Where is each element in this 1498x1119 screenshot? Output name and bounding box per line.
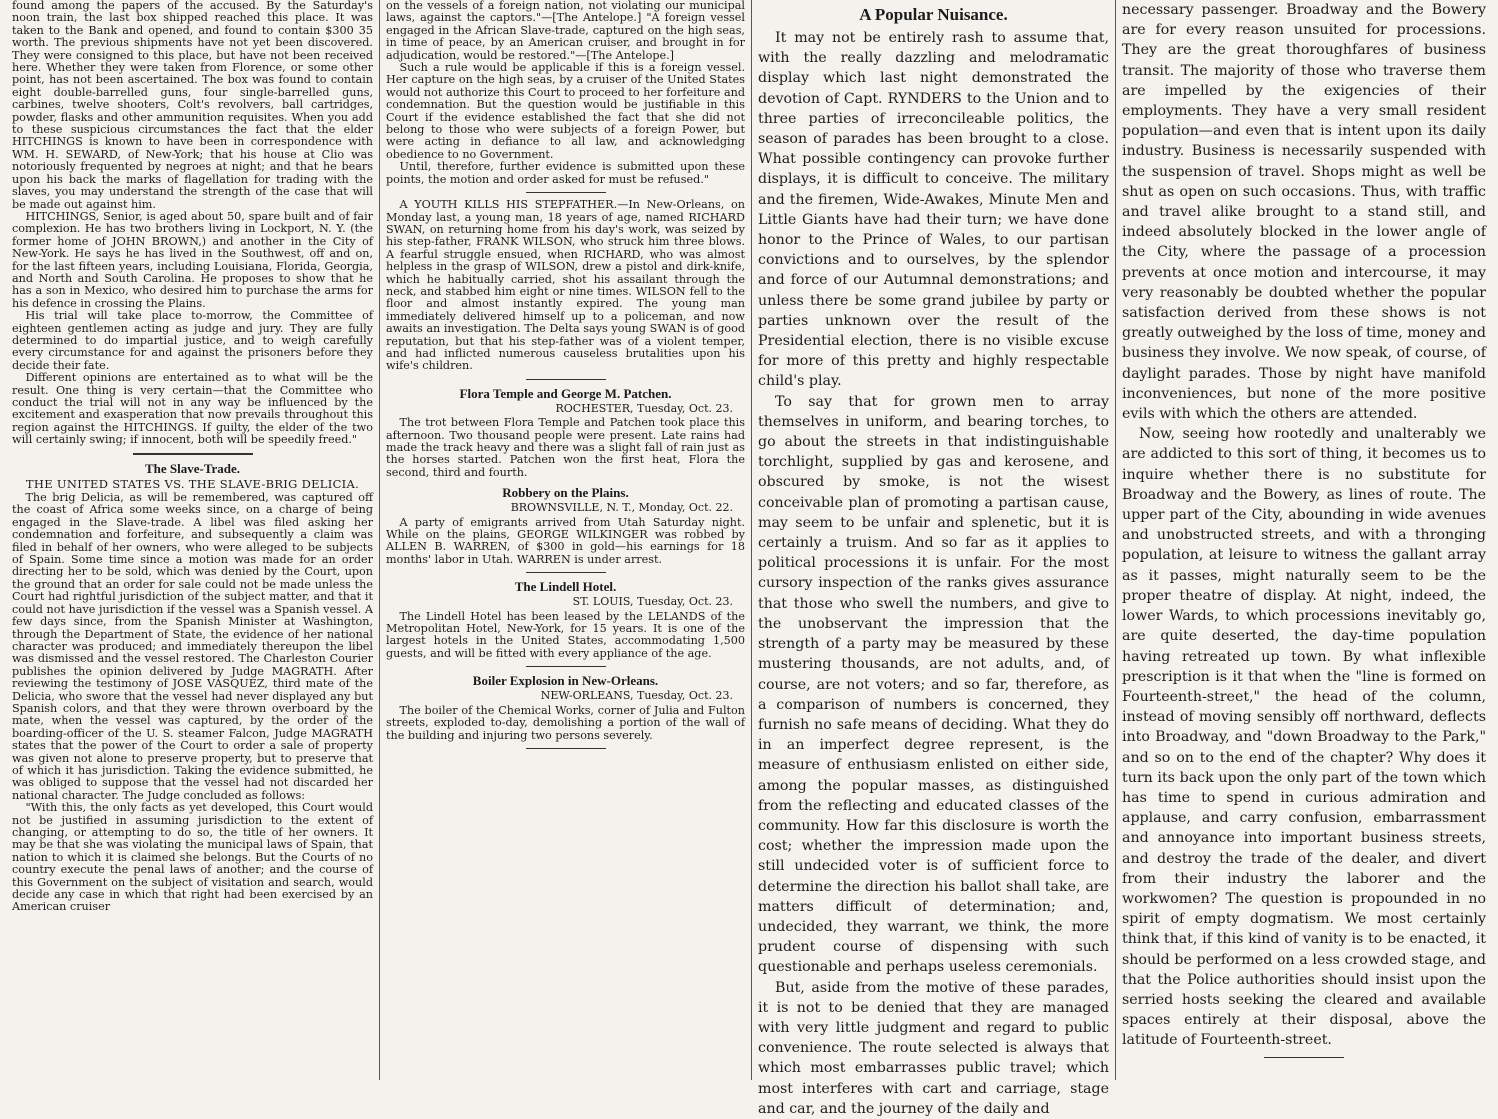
slave-trade-subheadline: THE UNITED STATES VS. THE SLAVE-BRIG DELICIA.	[25, 476, 360, 491]
divider	[526, 666, 606, 667]
nuisance-paragraph-2: To say that for grown men to array themselves in uniform, and bearing torches, to go about the streets in that indistinguishable torchlight, supplied by gas and kerosene, and obscured by smoke, is not the wisest conceivable plan of promoting a partisan cause, may seem to be unfair and splenetic, but it is certainly a truism. And so far as it applies to political processions it is unfair. For the most cursory inspection of the ranks gives assurance that those who swell the numbers, and give to the unobservant the impression that the strength of a party may be measured by these mustering thousands, are not adults, and, of course, are not voters; and so far, therefore, as a comparison of numbers is concerned, they furnish no safe means of deciding. What they do in an imperfect degree represent, is the measure of enthusiasm enlisted on either side, among the popular masses, as distinguished from the reflecting and educated classes of the community. How far this disclosure is worth the cost; whether the impression made upon the still undecided voter is of sufficient force to determine the direction his ballot shall take, are matters difficult of determination; and, undecided, they warrant, we think, the more prudent course of dispensing with such questionable and perhaps useless ceremonials.	[758, 393, 1109, 976]
hitchings-paragraph-2: HITCHINGS, Senior, is aged about 50, spare built and of fair complexion. He has two brothers living in Lockport, N. Y. (the former home of JOHN BROWN,) and another in the City of New-York. He says he has lived in the Southwest, off and on, for the last fifteen years, including Louisiana, Florida, Georgia, and North and South Carolina. He proposes to show that he has a son in Mexico, who desired him to purchase the arms for his defence in crossing the Plains.	[12, 209, 373, 310]
divider	[526, 379, 606, 380]
popular-nuisance-headline: A Popular Nuisance.	[859, 5, 1008, 24]
divider	[1264, 1057, 1344, 1058]
hitchings-paragraph-1: found among the papers of the accused. By the Saturday's noon train, the last box shipped reached this place. It was taken to the Bank and opened, and found to contain $300 35 worth. The previous shipments have not yet been discovered. They were consigned to this place, but have not been received here. Whether they were taken from Florence, or some other point, has not been ascertained. The box was found to contain eight double-barrelled guns, four single-barrelled guns, carbines, twelve shooters, Colt's revolvers, ball cartridges, powder, flasks and other ammunition requisites. When you add to these suspicious circumstances the fact that the elder HITCHINGS is known to have been in correspondence with WM. H. SEWARD, of New-York; that his house at Clio was notoriously frequented by negroes at night; and that he bears upon his back the marks of flagellation for trading with the slaves, you may understand the strength of the case that will be made out against him.	[12, 0, 373, 211]
lindell-hotel-paragraph: The Lindell Hotel has been leased by the LELANDS of the Metropolitan Hotel, New-York, for 15 years. It is one of the largest hotels in the United States, accommodating 1,500 guests, and will be fitted with every appliance of the age.	[386, 609, 745, 660]
boiler-explosion-headline: Boiler Explosion in New-Orleans.	[472, 673, 659, 689]
slave-trade-paragraph-1: The brig Delicia, as will be remembered, was captured off the coast of Africa some weeks since, on a charge of being engaged in the Slave-trade. A libel was filed asking her condemnation and forfeiture, and subsequently a claim was filed in behalf of her owners, who were alleged to be subjects of Spain. Some time since a motion was made for an order directing her to be sold, which was denied by the Court, upon the ground that an order for sale could not be made unless the Court had rightful jurisdiction of the subject matter, and that it could not have jurisdiction if the vessel was a Spanish vessel. A few days since, from the Spanish Minister at Washington, through the Department of State, the evidence of her national character was produced; and immediately thereupon the libel was dismissed and the vessel restored. The Charleston Courier publishes the opinion delivered by Judge MAGRATH. After reviewing the testimony of JOSE VASQUEZ, third mate of the Delicia, who swore that the vessel had never displayed any but Spanish colors, and that they were thrown overboard by the mate, when the vessel was captured, by the order of the boarding-officer of the U. S. steamer Falcon, Judge MAGRATH states that the power of the Court to order a sale of property was given not alone to preserve property, but to preserve that of which it has jurisdiction. Taking the evidence submitted, he was obliged to suppose that the vessel had not discarded her national character. The Judge concluded as follows:	[12, 491, 373, 802]
nuisance-paragraph-4: necessary passenger. Broadway and the Bowery are for every reason unsuited for processions. They are the great thoroughfares of business transit. The majority of those who traverse them are impelled by the exigencies of their employments. They have a very small resident population—and even that is intent upon its daily industry. Business is necessarily suspended with the suspension of travel. Shops might as well be shut as open on such occasions. Thus, with traffic and travel alike brought to a stand still, and indeed absolutely blocked in the lower angle of the City, where the passage of a procession prevents at once motion and intercourse, it may very reasonably be doubted whether the popular satisfaction derived from these shows is not greatly outweighed by the loss of time, money and business they involve. We now speak, of course, of daylight parades. Those by night have manifold inconveniences, but none of the more positive evils with which the others are attended.	[1122, 2, 1486, 423]
column-3	[752, 0, 1116, 1117]
boiler-explosion-dateline: NEW-ORLEANS, Tuesday, Oct. 23.	[540, 689, 733, 703]
hitchings-paragraph-4: Different opinions are entertained as to what will be the result. One thing is very certain—that the Committee who conduct the trial will not in any way be influenced by the excitement and exasperation that now prevails throughout this region against the HITCHINGS. If guilty, the elder of the two will certainly swing; if innocent, both will be speedily freed."	[12, 371, 373, 447]
divider	[526, 192, 606, 193]
refused-paragraph: Until, therefore, further evidence is submitted upon these points, the motion and order asked for must be refused."	[386, 160, 745, 186]
lindell-hotel-headline: The Lindell Hotel.	[514, 579, 617, 595]
robbery-dateline: BROWNSVILLE, N. T., Monday, Oct. 22.	[510, 501, 733, 515]
slave-trade-paragraph-2: "With this, the only facts as yet developed, this Court would not be justified in assuming jurisdiction to the extent of changing, or attempting to do so, the title of her owners. It may be that she was violating the municipal laws of Spain, that nation to which it is claimed she belongs. But the Courts of no country execute the penal laws of another; and the course of this Government on the subject of visitation and search, would decide any case in which that right had been exercised by an American cruiser	[12, 801, 373, 914]
nuisance-paragraph-1: It may not be entirely rash to assume that, with the really dazzling and melodramatic display which last night demonstrated the devotion of Capt. RYNDERS to the Union and to three parties of irreconcileable politics, the season of parades has been brought to a close. What possible contingency can provoke further displays, it is difficult to conceive. The military and the firemen, Wide-Awakes, Minute Men and Little Giants have had their turn; we have done honor to the Prince of Wales, to our partisan convictions and to ourselves, by the splendor and force of our Autumnal demonstrations; and unless there be some grand jubilee by party or parties unknown over the result of the Presidential election, there is no visible excuse for more of this pretty and highly respectable child's play.	[758, 30, 1109, 390]
nuisance-paragraph-3: But, aside from the motive of these parades, it is not to be denied that they are managed with very little judgment and regard to public convenience. The route selected is always that which most embarrasses public travel; which most interferes with cart and carriage, stage and car, and the journey of the daily and	[758, 979, 1109, 1117]
divider	[133, 453, 253, 455]
divider	[526, 572, 606, 573]
boiler-explosion-paragraph: The boiler of the Chemical Works, corner of Julia and Fulton streets, exploded to-day, demolishing a portion of the wall of the building and injuring two persons severely.	[386, 703, 745, 742]
rule-paragraph: Such a rule would be applicable if this is a foreign vessel. Her capture on the high seas, by a cruiser of the United States would not authorize this Court to proceed to her forfeiture and condemnation. But the question would be justifiable in this Court if the evidence established the fact that she did not belong to those who were subjects of a foreign Power, but were acting in defiance to all law, and acknowledging obedience to no Government.	[386, 61, 745, 161]
lindell-hotel-dateline: ST. LOUIS, Tuesday, Oct. 23.	[572, 595, 733, 609]
flora-temple-paragraph: The trot between Flora Temple and Patchen took place this afternoon. Two thousand people were present. Late rains had made the track heavy and there was a slight fall of rain just as the horses started. Patchen won the first heat, Flora the second, third and fourth.	[386, 416, 745, 479]
flora-temple-headline: Flora Temple and George M. Patchen.	[459, 385, 672, 401]
slave-trade-headline: The Slave-Trade.	[144, 460, 241, 476]
robbery-headline: Robbery on the Plains.	[502, 485, 629, 501]
column-4	[1116, 0, 1492, 1080]
column-1	[6, 0, 380, 1080]
divider	[526, 748, 606, 749]
column-2	[380, 0, 752, 1080]
robbery-paragraph: A party of emigrants arrived from Utah Saturday night. While on the plains, GEORGE WILKINGER was robbed by ALLEN B. WARREN, of $300 in gold—his earnings for 18 months' labor in Utah. WARREN is under arrest.	[386, 515, 745, 566]
hitchings-paragraph-3: His trial will take place to-morrow, the Committee of eighteen gentlemen acting as judge and jury. They are fully determined to do impartial justice, and to weigh carefully every circumstance for and against the prisoners before they decide their fate.	[12, 309, 373, 372]
antelope-paragraph: on the vessels of a foreign nation, not violating our municipal laws, against the captors."—[The Antelope.] "A foreign vessel engaged in the African Slave-trade, captured on the high seas, in time of peace, by an American cruiser, and brought in for adjudication, would be restored."—[The Antelope.]	[386, 0, 745, 62]
flora-temple-dateline: ROCHESTER, Tuesday, Oct. 23.	[555, 401, 733, 415]
youth-kills-stepfather-paragraph: A YOUTH KILLS HIS STEPFATHER.—In New-Orleans, on Monday last, a young man, 18 years of age, named RICHARD SWAN, on returning home from his day's work, was seized by his step-father, FRANK WILSON, who struck him three blows. A fearful struggle ensued, when RICHARD, who was almost helpless in the grasp of WILSON, drew a pistol and dirk-knife, which he habitually carried, shot his assailant through the neck, and stabbed him eight or nine times. WILSON fell to the floor and almost instantly expired. The young man immediately delivered himself up to a policeman, and now awaits an investigation. The Delta says young SWAN is of good reputation, but that his step-father was of a violent temper, and had inflicted numerous causeless brutalities upon his wife's children.	[386, 198, 745, 373]
nuisance-paragraph-5: Now, seeing how rootedly and unalterably we are addicted to this sort of thing, it becomes us to inquire whether there is no substitute for Broadway and the Bowery, as lines of route. The upper part of the City, abounding in wide avenues and unobstructed streets, and with a thronging population, at leisure to witness the gallant array as it passes, might naturally seem to be the proper theatre of display. At night, indeed, the lower Wards, to which processions inevitably go, are quite deserted, the day-time population having retreated up town. By what inflexible prescription is it that when the "line is formed on Fourteenth-street," the head of the column, instead of moving sensibly off northward, deflects into Broadway, and "down Broadway to the Park," and so on to the end of the chapter? Why does it turn its back upon the only part of the town which has time to spend in curious admiration and applause, and carry confusion, embarrassment and annoyance into important business streets, and destroy the trade of the dealer, and divert from their industry the laborer and the workwomen? The question is propounded in no spirit of empty dogmatism. We most certainly think that, if this kind of vanity is to be enacted, it should be performed on a less crowded stage, and that the Police authorities should insist upon the serried hosts seeking the cleared and available spaces entirely at their disposal, above the latitude of Fourteenth-street.	[1122, 426, 1486, 1049]
